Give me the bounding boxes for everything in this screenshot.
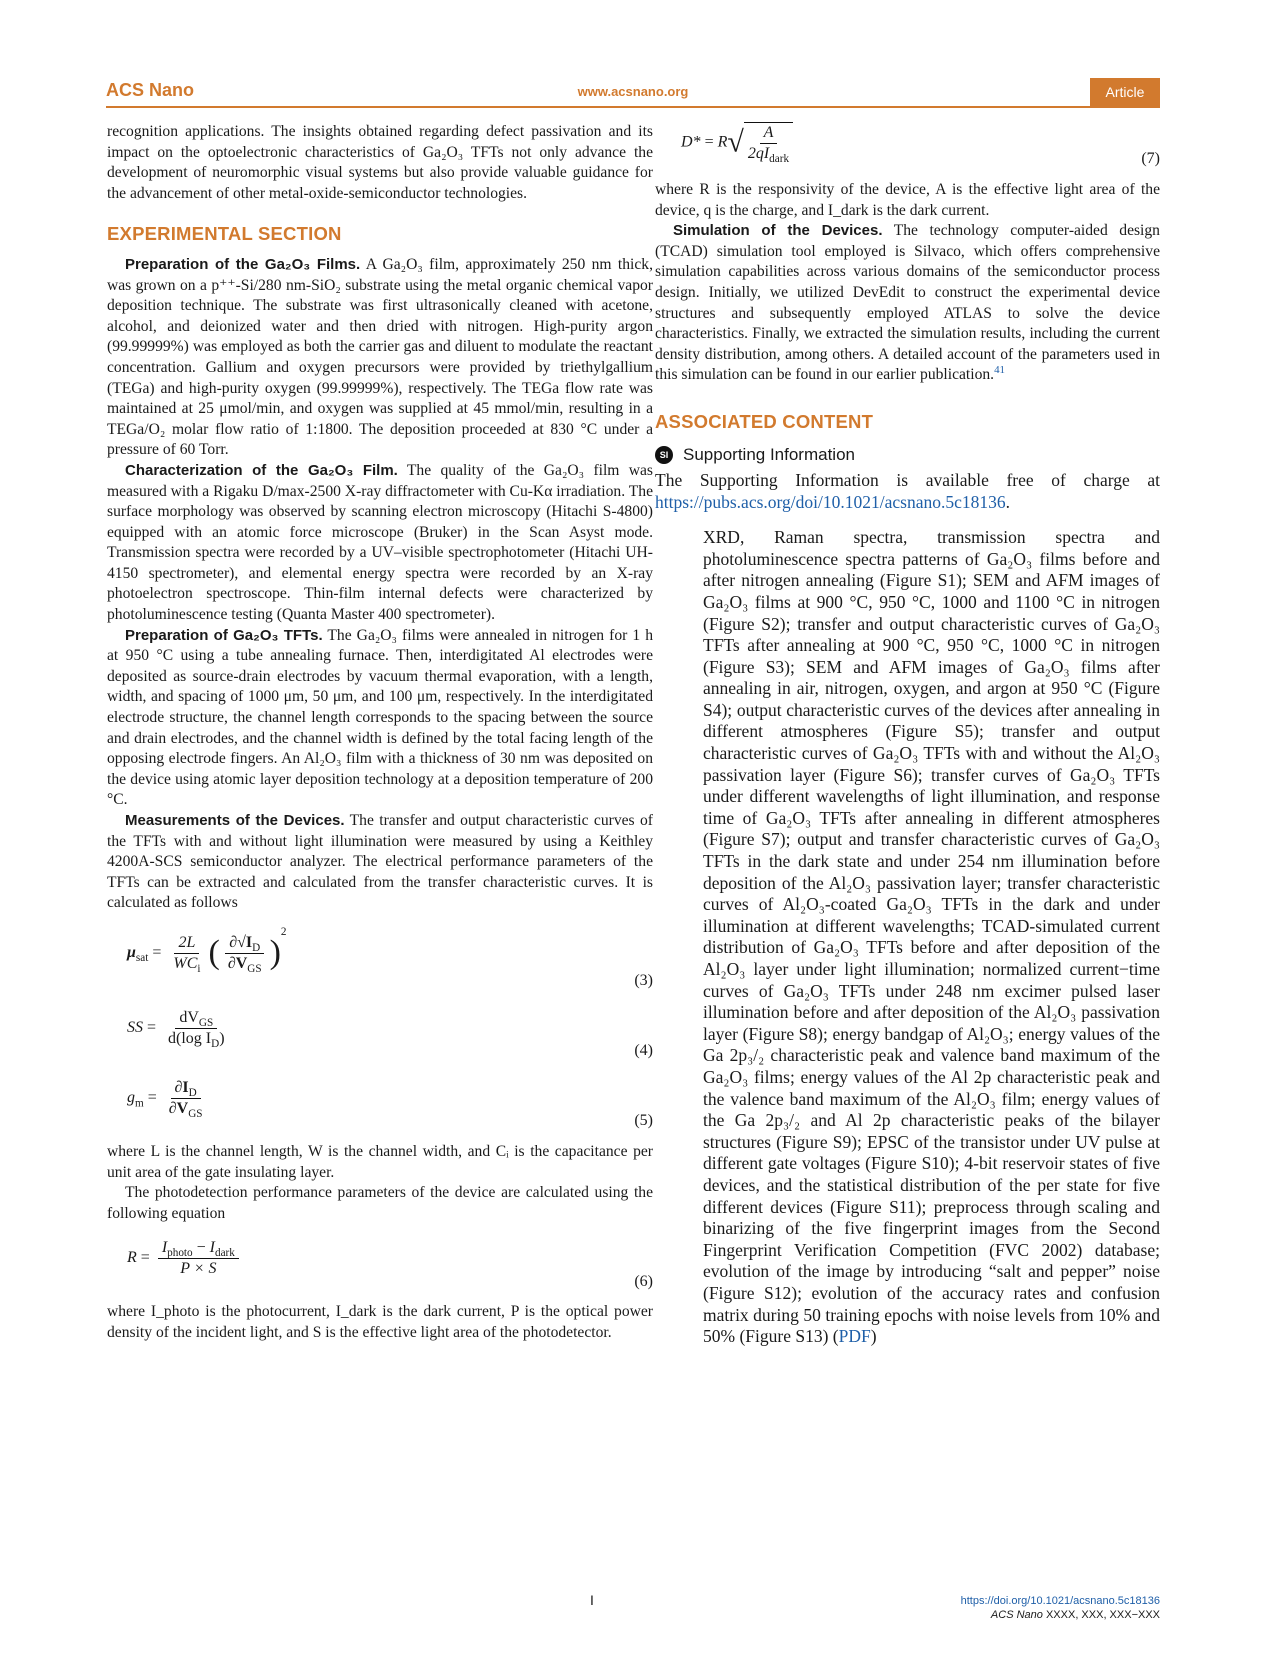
eq5-den-sub: GS [188, 1108, 203, 1121]
journal-name[interactable]: ACS Nano [106, 80, 195, 100]
subsection-heading: Characterization of the Ga₂O₃ Film. [125, 461, 398, 479]
subsection-heading: Preparation of Ga₂O₃ TFTs. [125, 626, 323, 644]
subsection-heading: Preparation of the Ga₂O₃ Films. [125, 255, 361, 273]
eq5-den: ∂V [168, 1099, 189, 1117]
eq6-num-b: I [209, 1239, 215, 1257]
equation-5: $g_m$ = $\frac{\partial I_D}{\partial V_{GS}}$ (5) [107, 1078, 653, 1134]
eq7-num: A [763, 124, 774, 141]
equation-number: (5) [634, 1112, 653, 1130]
eq7-lhs: D* [681, 133, 701, 151]
where-definitions-3: where R is the responsivity of the device, A is the effective light area of the device, q is the charge, and I_dark is the dark current. [655, 181, 1160, 219]
eq6-num-a: I [161, 1239, 168, 1257]
left-column [107, 122, 653, 1344]
subsection-text: The Ga₂O₃ films were annealed in nitrogen for 1 h at 950 °C using a tube annealing furnace. Then, interdigitated Al electrodes were deposited as source-drain electrodes by vacuum thermal evaporation, with a length, width, and spacing of 1000 μm, 50 μm, and 100 μm, respectively. In the interdigitated electrode structure, the channel length corresponds to the spacing between the source and drain electrodes, and the channel width is defined by the total facing length of the opposing electrode fingers. An Al₂O₃ film with a thickness of 30 nm was deposited on the device using atomic layer deposition technology at a deposition temperature of 200 °C. [107, 626, 653, 809]
eq3-num: 2L [178, 933, 196, 951]
article-type-badge: Article [1090, 78, 1160, 106]
eq6-den: P × S [180, 1260, 217, 1278]
footer-journal: ACS Nano [990, 1609, 1043, 1621]
si-description: XRD, Raman spectra, transmission spectra and photoluminescence spectra patterns of Ga₂O₃ films before and after nitrogen annealing (Figure S1); SEM and AFM images of Ga₂O₃ films at 900 °C, 950 °C, 1000 and 1100 °C in nitrogen (Figure S2); transfer and output characteristic curves of Ga₂O₃ TFTs after annealing at 900 °C, 950 °C, 1000 °C in nitrogen (Figure S3); SEM and AFM images of Ga₂O₃ films after annealing in air, nitrogen, oxygen, and argon at 950 °C (Figure S4); output characteristic curves of the devices after annealing in different atmospheres (Figure S5); transfer and output characteristic curves of Ga₂O₃ TFTs with and without the Al₂O₃ passivation layer (Figure S6); transfer curves of Ga₂O₃ TFTs under different wavelengths of light illumination, and response time of Ga₂O₃ TFTs after annealing in different atmospheres (Figure S7); output and transfer characteristic curves of Ga₂O₃ TFTs in the dark state and under 254 nm illumination before deposition of the Al₂O₃ passivation layer; transfer characteristic curves of Al₂O₃-coated Ga₂O₃ TFTs in the dark and under illumination at different wavelengths; TCAD-simulated current distribution of Ga₂O₃ TFTs before and after deposition of the Al₂O₃ layer under light illumination; normalized current−time curves of Ga₂O₃ TFTs under 248 nm excimer pulsed laser illumination before and after deposition of the Al₂O₃ passivation layer (Figure S8); energy bandgap of Al₂O₃; energy values of the Ga 2p₃/₂ characteristic peak and valence band maximum of the Ga₂O₃ films; energy values of the Al 2p characteristic peak and the valence band maximum of the Al₂O₃ film; energy values of the Ga 2p₃/₂ and Al 2p characteristic peaks of the bilayer structures (Figure S9); EPSC of the transistor under UV pulse at different gate voltages (Figure S10); 4-bit reservoir states of five devices, and the statistical distribution of the per state for five different devices (Figure S11); preprocess through scaling and binarizing of the five fingerprint images from the Second Fingerprint Verification Competition (FVC 2002) database; evolution of the image by introducing “salt and pepper” noise (Figure S12); evolution of the accuracy rates and confusion matrix during 50 training epochs with noise levels from 10% and 50% (Figure S13) (PDF) [703, 527, 1160, 1347]
eq7-r: R [717, 133, 728, 151]
supporting-information-heading [655, 445, 1160, 466]
subsection-heading: Simulation of the Devices. [673, 222, 883, 240]
subsection-preparation-tfts [107, 626, 653, 811]
subsection-measurements [107, 811, 653, 914]
eq4-den-close: ) [219, 1029, 225, 1047]
eq4-num: dV [179, 1008, 199, 1026]
subsection-preparation-films [107, 255, 653, 461]
equation-4: SS = $\frac{dV_{GS}}{d(\log I_D)}$ (4) [107, 1008, 653, 1064]
eq3-den: WC [173, 954, 198, 972]
eq4-den-sub: D [211, 1038, 220, 1051]
si-availability: The Supporting Information is available free of charge at https://pubs.acs.org/doi/10.1021/acsnano.5c18136. [655, 470, 1160, 513]
eq3-inner-den: ∂V [227, 954, 248, 972]
journal-website[interactable]: www.acsnano.org [577, 84, 689, 99]
equation-number: (7) [1141, 150, 1160, 168]
eq3-lhs: μ [127, 943, 136, 961]
eq3-inner-num-sub: D [252, 941, 261, 954]
section-title-experimental: EXPERIMENTAL SECTION [107, 223, 342, 245]
eq4-num-sub: GS [198, 1017, 214, 1030]
eq6-num-b-sub: dark [214, 1247, 235, 1260]
eq5-num-sub: D [188, 1087, 197, 1100]
equation-6: R = $\frac{I_{photo} - I_{dark}}{P \times S}$ (6) [107, 1238, 653, 1294]
intro-paragraph: recognition applications. The insights obtained regarding defect passivation and its impact on the optoelectronic characteristics of Ga₂O₃ TFTs not only advance the development of neuromorphic visual systems but also provide valuable guidance for the advancement of other metal-oxide-semiconductor technologies. [107, 123, 653, 202]
eq3-inner-den-sub: GS [247, 962, 262, 975]
where-definitions-1: where L is the channel length, W is the channel width, and Cᵢ is the capacitance per unit area of the gate insulating layer. [107, 1142, 653, 1181]
footer-citation [961, 1594, 1160, 1622]
eq4-lhs: SS [127, 1019, 143, 1037]
doi-link[interactable]: https://doi.org/10.1021/acsnano.5c18136 [960, 1595, 1160, 1607]
eq7-den: 2qI [747, 145, 770, 162]
where-definitions-2: where I_photo is the photocurrent, I_dark is the dark current, P is the optical power density of the incident light, and S is the effective light area of the photodetector. [107, 1303, 653, 1341]
subsection-text: The technology computer-aided design (TCAD) simulation tool employed is Silvaco, which offers comprehensive simulation capabilities across various domains of the semiconductor process design. Initially, we utilized DevEdit to construct the experimental device structures and subsequently employed ATLAS to solve the device characteristics. Finally, we extracted the simulation results, including the current density distribution, among others. A detailed account of the parameters used in this simulation can be found in our earlier publication. [655, 222, 1160, 384]
eq5-lhs: g [127, 1089, 135, 1107]
eq6-lhs: R [127, 1249, 137, 1267]
equation-number: (3) [634, 972, 653, 990]
si-link[interactable]: https://pubs.acs.org/doi/10.1021/acsnano.5c18136 [655, 492, 1006, 513]
page-header [106, 78, 1160, 108]
eq7-den-sub: dark [769, 153, 790, 166]
supporting-info-icon: SI [655, 446, 673, 464]
equation-3: $\mu_{sat}$ = $\frac{2L}{WC_i}$ ( $\frac{\partial√I_D}{\partial V_{GS}}$ )$^2$ (3) [107, 932, 653, 994]
si-description-text: XRD, Raman spectra, transmission spectra and photoluminescence spectra patterns of Ga₂O₃ films before and after nitrogen annealing (Figure S1); SEM and AFM images of Ga₂O₃ films at 900 °C, 950 °C, 1000 and 1100 °C in nitrogen (Figure S2); transfer and output characteristic curves of Ga₂O₃ TFTs after annealing at 900 °C, 950 °C, 1000 °C in nitrogen (Figure S3); SEM and AFM images of Ga₂O₃ films after annealing in air, nitrogen, oxygen, and argon at 950 °C (Figure S4); output characteristic curves of the devices after annealing in different atmospheres (Figure S5); transfer and output characteristic curves of Ga₂O₃ TFTs with and without the Al₂O₃ passivation layer (Figure S6); transfer curves of Ga₂O₃ TFTs under different wavelengths of light illumination, and response time of Ga₂O₃ TFTs after annealing in different atmospheres (Figure S7); output and transfer characteristic curves of Ga₂O₃ TFTs in the dark state and under 254 nm illumination before deposition of the Al₂O₃ passivation layer; transfer characteristic curves of Al₂O₃-coated Ga₂O₃ TFTs in the dark and under illumination at different wavelengths; TCAD-simulated current distribution of Ga₂O₃ TFTs before and after deposition of the Al₂O₃ layer under light illumination; normalized current−time curves of Ga₂O₃ TFTs under 248 nm excimer pulsed laser illumination before and after deposition of the Al₂O₃ passivation layer (Figure S8); energy bandgap of Al₂O₃; energy values of the Ga 2p₃/₂ characteristic peak and valence band maximum of the Ga₂O₃ films; energy values of the Al 2p characteristic peak and the valence band maximum of the Al₂O₃ film; energy values of the Ga 2p₃/₂ and Al 2p characteristic peaks of the bilayer structures (Figure S9); EPSC of the transistor under UV pulse at different gate voltages (Figure S10); 4-bit reservoir states of five devices, and the statistical distribution of the per state for five different devices (Figure S11); preprocess through scaling and binarizing of the five fingerprint images from the Second Fingerprint Verification Competition (FVC 2002) database; evolution of the image by introducing “salt and pepper” noise (Figure S12); evolution of the accuracy rates and confusion matrix during 50 training epochs with noise levels from 10% and 50% (Figure S13) [703, 527, 1160, 1347]
subsection-text: The quality of the Ga₂O₃ film was measured with a Rigaku D/max-2500 X-ray diffractometer with Cu-Kα irradiation. The surface morphology was observed by scanning electron microscopy (Hitachi S-4800) equipped with an atomic force microscope (Bruker) in the Scan Asyst mode. Transmission spectra were recorded by a UV–visible spectrophotometer (Hitachi UH-4150 spectrometer), and elemental energy spectra were recorded by an X-ray photoelectron spectroscope. Thin-film internal defects were characterized by photoluminescence testing (Quanta Master 400 spectrometer). [107, 461, 654, 624]
eq3-lhs-sub: sat [135, 952, 149, 965]
section-title-associated-content: ASSOCIATED CONTENT [655, 410, 874, 432]
equation-number: (6) [634, 1272, 653, 1290]
eq6-minus: − [192, 1239, 210, 1257]
subsection-text: A Ga₂O₃ film, approximately 250 nm thick, was grown on a p⁺⁺-Si/280 nm-SiO₂ substrate using the metal organic chemical vapor deposition technique. The substrate was first ultrasonically cleaned with acetone, alcohol, and deionized water and then dried with nitrogen. High-purity argon (99.99999%) was employed as both the carrier gas and diluent to modulate the reactant concentration. Gallium and oxygen precursors were provided by triethylgallium (TEGa) and high-purity oxygen (99.99999%), respectively. The TEGa flow rate was maintained at 25 μmol/min, and oxygen was supplied at 45 mmol/min, resulting in a TEGa/O₂ molar flow ratio of 1:1800. The deposition proceeded at 830 °C under a pressure of 60 Torr. [107, 255, 653, 459]
pdf-link[interactable]: PDF [838, 1326, 871, 1347]
photodetection-intro: The photodetection performance parameters of the device are calculated using the following equation [107, 1184, 653, 1222]
subsection-simulation [655, 221, 1160, 386]
eq6-num-a-sub: photo [167, 1247, 193, 1260]
equation-7: D* = R√ $\frac{A}{2qI_{dark}}$ (7) [655, 122, 1160, 172]
reference-link[interactable]: 41 [994, 364, 1005, 377]
eq5-lhs-sub: m [135, 1097, 144, 1110]
si-heading-text: Supporting Information [683, 444, 855, 464]
eq3-power: 2 [280, 925, 287, 938]
eq5-num: ∂I [174, 1078, 189, 1096]
equation-number: (4) [634, 1042, 653, 1060]
eq4-den: d(log I [168, 1029, 212, 1047]
subsection-heading: Measurements of the Devices. [125, 812, 345, 829]
eq3-inner-num: ∂√I [229, 933, 253, 951]
footer-volume: XXXX, XXX, XXX−XXX [1045, 1609, 1160, 1621]
subsection-characterization [107, 461, 653, 626]
eq3-den-sub: i [197, 962, 201, 975]
right-column [655, 122, 1160, 1348]
page-number: I [590, 1592, 594, 1608]
si-availability-text: The Supporting Information is available free of charge at [655, 470, 1160, 491]
subsection-text: The transfer and output characteristic curves of the TFTs with and without light illumination were measured by using a Keithley 4200A-SCS semiconductor analyzer. The electrical performance parameters of the TFTs can be extracted and calculated from the transfer characteristic curves. It is calculated as follows [107, 812, 653, 912]
